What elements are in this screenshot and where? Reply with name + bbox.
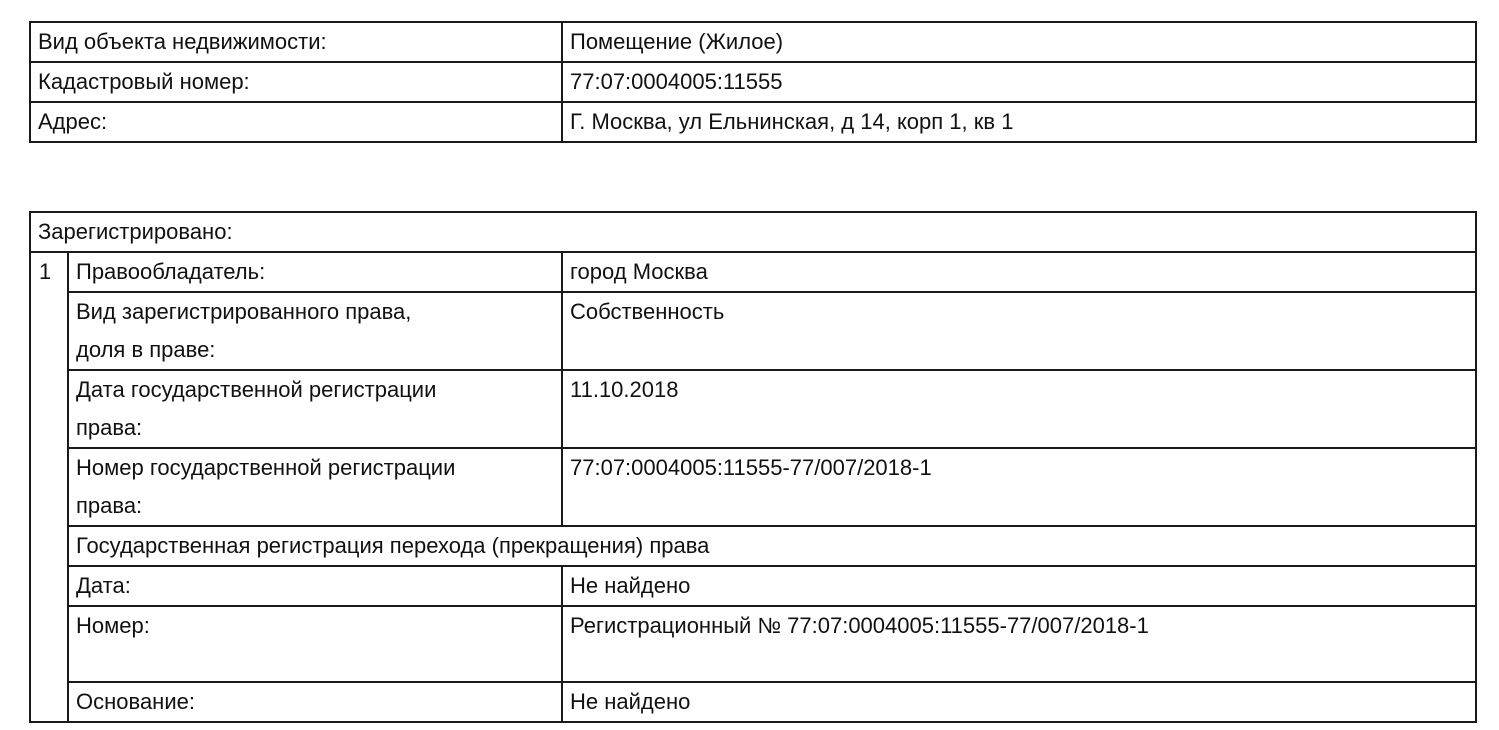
holder-label: Правообладатель: <box>68 252 562 292</box>
table-row <box>30 566 1476 606</box>
transfer-date-value: Не найдено <box>562 566 1476 606</box>
table-row <box>30 526 1476 566</box>
transfer-number-value: Регистрационный № 77:07:0004005:11555-77/007/2018-1 <box>562 606 1476 682</box>
object-type-value: Помещение (Жилое) <box>562 22 1476 62</box>
table-row <box>30 292 1476 370</box>
transfer-number-label: Номер: <box>68 606 562 682</box>
holder-value: город Москва <box>562 252 1476 292</box>
table-row <box>30 22 1476 62</box>
registration-number-label-line2: права: <box>76 493 143 518</box>
address-label: Адрес: <box>30 102 562 142</box>
registration-date-label <box>68 370 562 448</box>
registration-date-value: 11.10.2018 <box>562 370 1476 448</box>
table-row <box>30 102 1476 142</box>
right-type-label-line1: Вид зарегистрированного права, <box>76 299 412 324</box>
table-row <box>30 62 1476 102</box>
transfer-basis-value: Не найдено <box>562 682 1476 722</box>
right-type-value: Собственность <box>562 292 1476 370</box>
table-row <box>30 252 1476 292</box>
cadastral-number-value: 77:07:0004005:11555 <box>562 62 1476 102</box>
transfer-basis-label: Основание: <box>68 682 562 722</box>
table-row <box>30 606 1476 682</box>
right-type-label <box>68 292 562 370</box>
registration-number-label <box>68 448 562 526</box>
transfer-date-label: Дата: <box>68 566 562 606</box>
registration-date-label-line2: права: <box>76 415 143 440</box>
cadastral-number-label: Кадастровый номер: <box>30 62 562 102</box>
table-row <box>30 212 1476 252</box>
table-row <box>30 370 1476 448</box>
registration-date-label-line1: Дата государственной регистрации <box>76 377 437 402</box>
registration-number-label-line1: Номер государственной регистрации <box>76 455 456 480</box>
table-row <box>30 448 1476 526</box>
table-row <box>30 682 1476 722</box>
entry-number: 1 <box>30 252 68 722</box>
transfer-header: Государственная регистрация перехода (прекращения) права <box>68 526 1476 566</box>
registered-rights-table <box>29 211 1477 723</box>
address-value: Г. Москва, ул Ельнинская, д 14, корп 1, кв 1 <box>562 102 1476 142</box>
right-type-label-line2: доля в праве: <box>76 337 216 362</box>
registered-header: Зарегистрировано: <box>30 212 1476 252</box>
object-type-label: Вид объекта недвижимости: <box>30 22 562 62</box>
registration-number-value: 77:07:0004005:11555-77/007/2018-1 <box>562 448 1476 526</box>
object-info-table <box>29 21 1477 143</box>
